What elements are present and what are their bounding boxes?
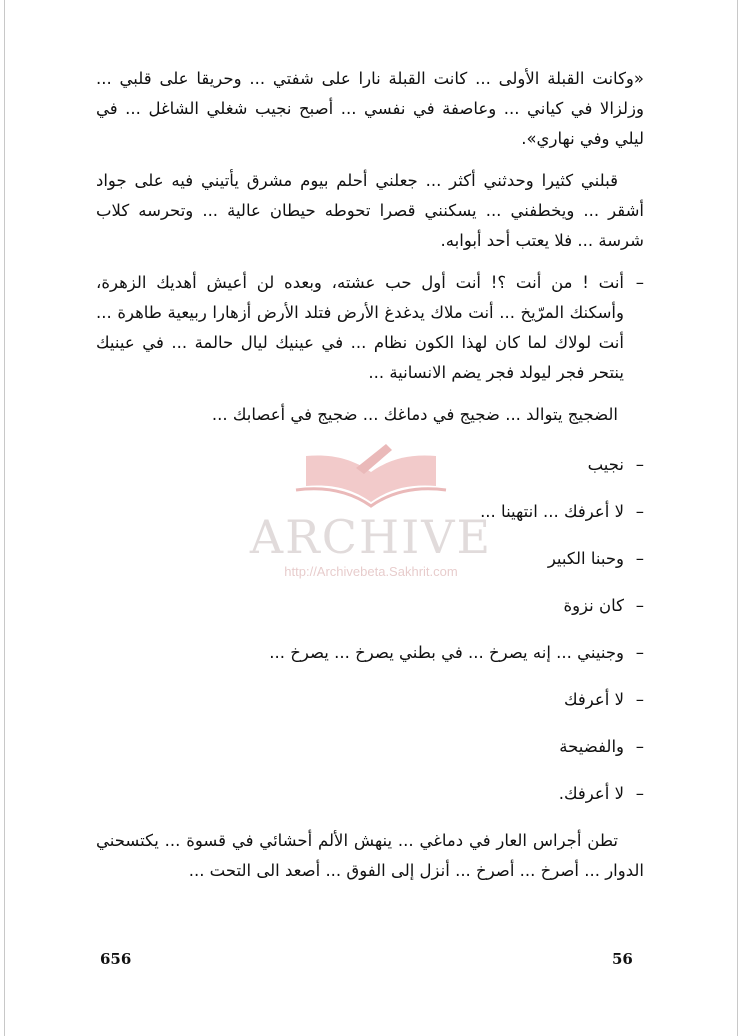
dialogue-line — [96, 497, 644, 527]
dash-mark: – — [635, 690, 644, 709]
paragraph-dream: قبلني كثيرا وحدثني أكثر ... جعلني أحلم بيوم مشرق يأتيني فيه على جواد أشقر ... ويخطفني ... يسكنني قصرا تحوطه حيطان عالية ... وتحرسه كلاب شرسة ... فلا يعتب أحد أبوابه. — [96, 171, 644, 250]
paragraph-first-kiss: «وكانت القبلة الأولى ... كانت القبلة نارا على شفتي ... وحريقا على قلبي ... وزلزالا في كياني ... وعاصفة في نفسي ... أصبح نجيب شغلي الشاغل ... في ليلي وفي نهاري». — [96, 69, 644, 148]
dash-mark: – — [635, 737, 644, 756]
dialogue-line — [96, 638, 644, 668]
dash-mark: – — [635, 784, 644, 803]
dialogue-text: نجيب — [587, 455, 624, 474]
dialogue-line — [96, 544, 644, 574]
paragraph-shame-bells: تطن أجراس العار في دماغي ... ينهش الألم أحشائي في قسوة ... يكتسحني الدوار ... أصرخ ... أصرخ ... أنزل إلى الفوق ... أصعد الى التحت ... — [96, 831, 644, 880]
dash-mark: – — [635, 596, 644, 615]
document-body — [96, 64, 644, 898]
dialogue-line — [96, 732, 644, 762]
dialogue-text: والفضيحة — [559, 737, 624, 756]
dialogue-text: لا أعرفك ... انتهينا ... — [480, 502, 624, 521]
dialogue-line — [96, 450, 644, 480]
dialogue-line — [96, 591, 644, 621]
dialogue-text: لا أعرفك — [564, 690, 624, 709]
page-number-right: 56 — [612, 950, 633, 968]
paragraph-who-are-you: – أنت ! من أنت ؟! أنت أول حب عشته، وبعده لن أعيش أهديك الزهرة، وأسكنك المرّيخ ... أنت ملاك يدغدغ الأرض فتلد الأرض أزهارا ربيعية طاهرة ... أنت لولاك لما كان لهذا الكون نظام ... في عينيك ليال حالمة ... في عينيك ينتحر فجر ليولد فجر يضم الانسانية ... — [96, 268, 644, 388]
page-edge-right — [737, 0, 738, 1036]
dash-mark: – — [635, 549, 644, 568]
watermark-title: ARCHIVE — [249, 510, 493, 564]
dialogue-text: وجنيني ... إنه يصرخ ... في بطني يصرخ ... يصرخ ... — [269, 643, 624, 662]
dash-mark: – — [635, 643, 644, 662]
dash-mark: – — [635, 455, 644, 474]
page-edge-left — [4, 0, 5, 1036]
dialogue-text: وحبنا الكبير — [547, 549, 624, 568]
dash-mark: – — [635, 502, 644, 521]
dialogue-line — [96, 685, 644, 715]
dialogue-text: لا أعرفك. — [558, 784, 624, 803]
dialogue-text: كان نزوة — [563, 596, 624, 615]
page-number-left: 656 — [100, 950, 132, 968]
paragraph-noise: الضجيج يتوالد ... ضجيج في دماغك ... ضجيج في أعصابك ... — [211, 405, 618, 424]
dialogue-line — [96, 779, 644, 809]
watermark-url: http://Archivebeta.Sakhrit.com — [284, 564, 458, 579]
